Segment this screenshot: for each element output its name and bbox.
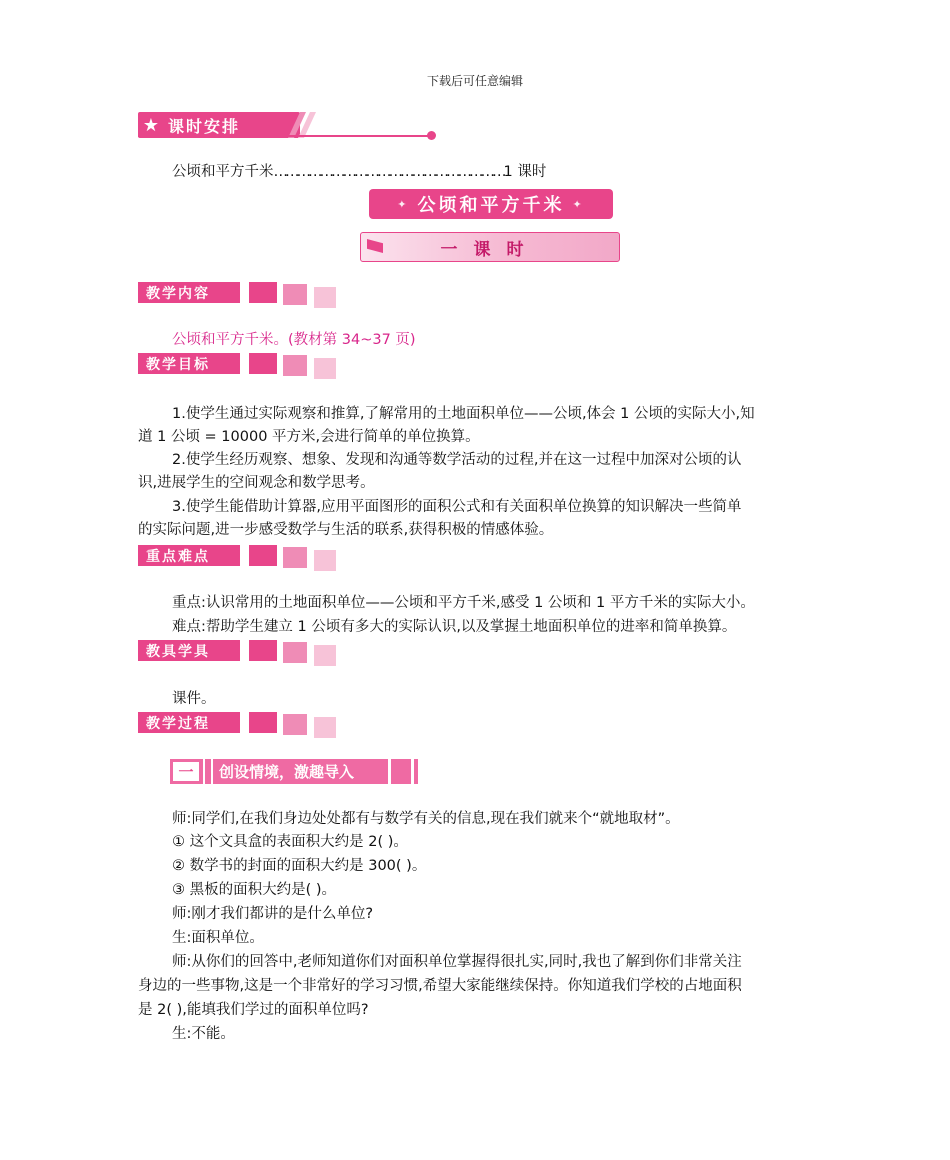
goals-line-3: 2.使学生经历观察、想象、发现和沟通等数学活动的过程,并在这一过程中加深对公顷的认: [172, 452, 742, 468]
lesson-title: 公顷和平方千米: [417, 195, 565, 216]
step-number: 一: [173, 762, 199, 781]
tools-text: 课件。: [172, 691, 216, 707]
goals-line-4: 识,进展学生的空间观念和数学思考。: [138, 475, 375, 491]
lesson-title-box: [369, 189, 613, 219]
process-line-9: 是 2( ),能填我们学过的面积单位吗?: [138, 1002, 369, 1018]
section-label-tools: 教具学具: [138, 640, 240, 661]
process-line-2: ① 这个文具盒的表面积大约是 2( )。: [172, 834, 408, 850]
section-square: [283, 547, 307, 568]
process-line-10: 生:不能。: [172, 1026, 235, 1042]
section-square: [283, 714, 307, 735]
process-line-1: 师:同学们,在我们身边处处都有与数学有关的信息,现在我们就来个“就地取材”。: [172, 811, 680, 827]
star-icon: ★: [142, 114, 160, 136]
section-square: [314, 717, 336, 738]
process-line-7: 师:从你们的回答中,老师知道你们对面积单位掌握得很扎实,同时,我也了解到你们非常关注: [172, 954, 742, 970]
section-label-process: 教学过程: [138, 712, 240, 733]
section-square: [314, 645, 336, 666]
section-label-key-points: 重点难点: [138, 545, 240, 566]
section-square: [283, 284, 307, 305]
process-line-8: 身边的一些事物,这是一个非常好的学习习惯,希望大家能继续保持。你知道我们学校的占地面积: [138, 978, 742, 994]
schedule-banner-label: 课时安排: [168, 116, 241, 136]
section-square: [283, 355, 307, 376]
lesson-count-label: 一课时: [440, 239, 540, 260]
goals-line-6: 的实际问题,进一步感受数学与生活的联系,获得积极的情感体验。: [138, 522, 554, 538]
step-divider: [203, 759, 213, 784]
schedule-item: 公顷和平方千米: [172, 164, 274, 180]
goals-line-2: 道 1 公顷 = 10000 平方米,会进行简单的单位换算。: [138, 429, 480, 445]
section-label-content: 教学内容: [138, 282, 240, 303]
process-line-3: ② 数学书的封面的面积大约是 300( )。: [172, 858, 427, 874]
section-square: [249, 353, 277, 374]
lesson-mark: [367, 239, 383, 253]
banner-underline: [138, 135, 432, 137]
goals-line-1: 1.使学生通过实际观察和推算,了解常用的土地面积单位——公顷,体会 1 公顷的实际大小,知: [172, 406, 755, 422]
banner-dot: [427, 131, 436, 140]
process-line-5: 师:刚才我们都讲的是什么单位?: [172, 906, 374, 922]
key-point-line: 重点:认识常用的土地面积单位——公顷和平方千米,感受 1 公顷和 1 平方千米的实际大小。: [172, 595, 755, 611]
step-tail-decor: [388, 759, 414, 784]
process-line-6: 生:面积单位。: [172, 930, 264, 946]
section-square: [283, 642, 307, 663]
schedule-duration: 1 课时: [503, 164, 547, 180]
schedule-line: [172, 161, 546, 184]
process-line-4: ③ 黑板的面积大约是( )。: [172, 882, 337, 898]
section-square: [314, 550, 336, 571]
difficulty-line: 难点:帮助学生建立 1 公顷有多大的实际认识,以及掌握土地面积单位的进率和简单换算。: [172, 619, 737, 635]
section-square: [314, 358, 336, 379]
content-text: 公顷和平方千米。(教材第 34~37 页): [172, 332, 416, 348]
goals-line-5: 3.使学生能借助计算器,应用平面图形的面积公式和有关面积单位换算的知识解决一些简单: [172, 499, 742, 515]
header-note: 下载后可任意编辑: [426, 74, 523, 88]
section-square: [249, 712, 277, 733]
section-square: [249, 282, 277, 303]
section-square: [314, 287, 336, 308]
section-square: [249, 640, 277, 661]
sparkle-icon: ✦: [572, 197, 585, 211]
section-square: [249, 545, 277, 566]
schedule-leader: ……………………………………………………: [273, 164, 504, 180]
section-label-goals: 教学目标: [138, 353, 240, 374]
step-banner: [170, 759, 418, 784]
lesson-count-box: [360, 232, 620, 262]
step-title: 创设情境，激趣导入: [219, 763, 355, 781]
sparkle-icon: ✦: [397, 197, 410, 211]
